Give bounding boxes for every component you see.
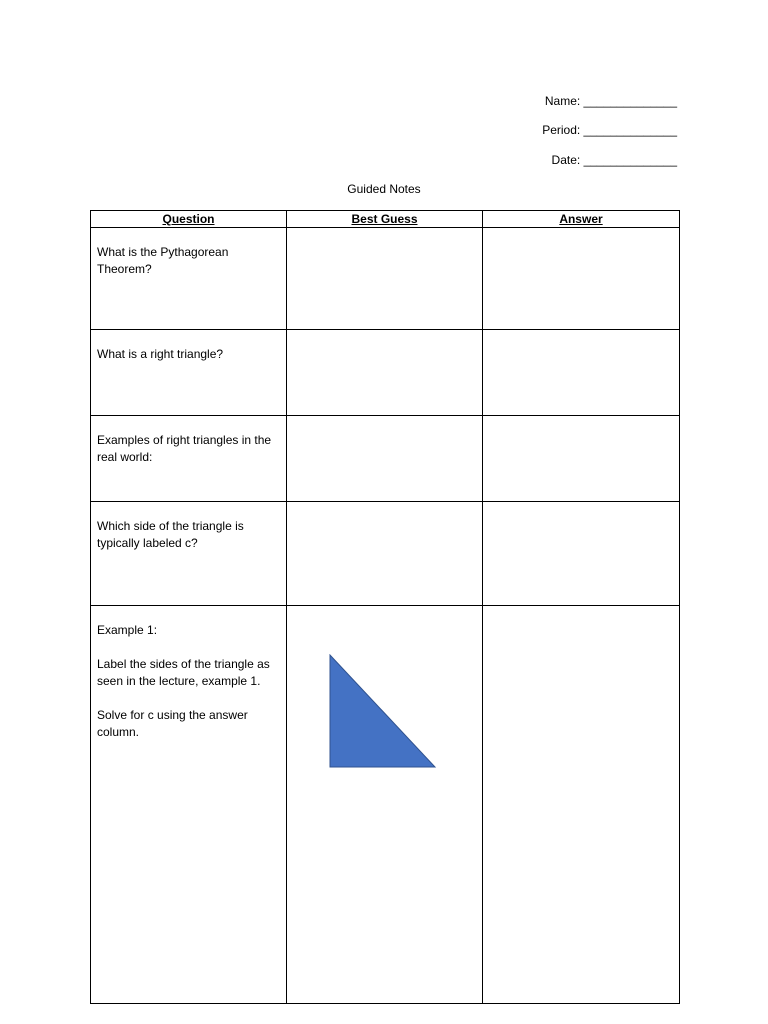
period-line: Period: ______________ — [542, 123, 677, 137]
right-triangle-icon — [329, 654, 437, 769]
best-guess-cell[interactable] — [287, 416, 483, 502]
date-line: Date: ______________ — [551, 153, 677, 167]
table-row — [91, 228, 680, 330]
answer-cell[interactable] — [483, 416, 680, 502]
answer-cell[interactable] — [483, 606, 680, 1004]
column-header-best-guess: Best Guess — [287, 211, 483, 228]
best-guess-cell[interactable] — [287, 330, 483, 416]
example-instruction-solve: Solve for c using the answer column. — [97, 708, 248, 739]
example-instruction-label: Label the sides of the triangle as seen in the lecture, example 1. — [97, 657, 270, 688]
table-row — [91, 330, 680, 416]
name-line: Name: ______________ — [544, 94, 677, 108]
table-row — [91, 502, 680, 606]
answer-cell[interactable] — [483, 502, 680, 606]
document-title: Guided Notes — [347, 182, 421, 196]
guided-notes-table — [90, 210, 680, 1004]
table-row — [91, 416, 680, 502]
answer-cell[interactable] — [483, 228, 680, 330]
best-guess-cell[interactable] — [287, 228, 483, 330]
question-cell: Examples of right triangles in the real world: — [91, 416, 287, 502]
question-cell: What is a right triangle? — [91, 330, 287, 416]
question-cell: What is the Pythagorean Theorem? — [91, 228, 287, 330]
best-guess-cell[interactable] — [287, 502, 483, 606]
question-cell: Which side of the triangle is typically labeled c? — [91, 502, 287, 606]
table-header-row — [91, 211, 680, 228]
table-row — [91, 606, 680, 1004]
column-header-question: Question — [91, 211, 287, 228]
answer-cell[interactable] — [483, 330, 680, 416]
best-guess-cell[interactable] — [287, 606, 483, 1004]
column-header-answer: Answer — [483, 211, 680, 228]
question-cell — [91, 606, 287, 1004]
example-heading: Example 1: — [97, 623, 158, 637]
